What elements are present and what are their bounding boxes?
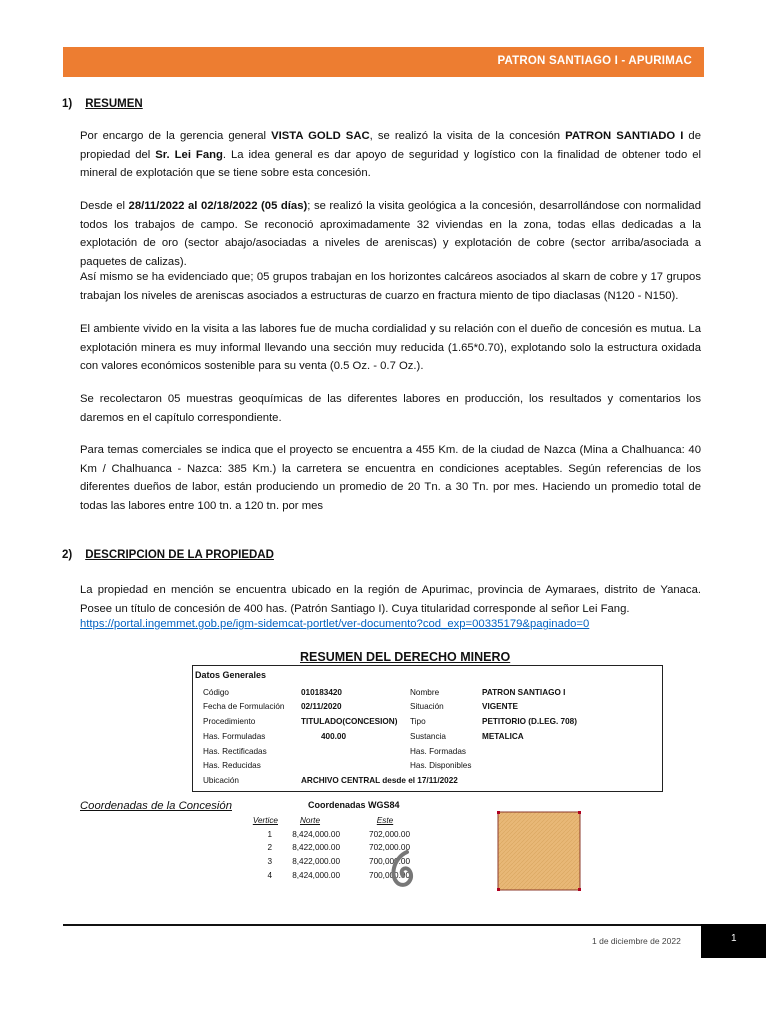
table-row: Procedimiento TITULADO(CONCESION) Tipo PETITORIO (D.LEG. 708) (203, 717, 577, 726)
vertex-marker-icon (497, 811, 500, 814)
vertex-marker-icon (578, 888, 581, 891)
table-row: Código 010183420 Nombre PATRON SANTIAGO I (203, 688, 566, 697)
table-row: Fecha de Formulación 02/11/2020 Situación VIGENTE (203, 702, 518, 711)
datos-generales-table (192, 665, 663, 792)
pen-mark-icon (385, 848, 421, 888)
section-1-title: RESUMEN (85, 98, 143, 110)
coordenadas-title: Coordenadas WGS84 (308, 800, 400, 810)
table-row: Ubicación ARCHIVO CENTRAL desde el 17/11/2022 (203, 776, 458, 785)
table-row: Has. Reducidas Has. Disponibles (203, 761, 472, 770)
table-row: Has. Formuladas 400.00 Sustancia METALICA (203, 732, 524, 741)
coordenadas-label: Coordenadas de la Concesión (80, 800, 232, 812)
section-1-heading (62, 98, 143, 110)
paragraph-4: El ambiente vivido en la visita a las labores fue de mucha cordialidad y su relación con el dueño de concesión es mutua. La explotación minera es muy informal llevando una sección muy reducida (1.65*0.70), explotando solo la estructura oxidada con valores económicos sostenible para su venta (0.5 Oz. - 0.7 Oz.). (80, 323, 701, 372)
paragraph-5: Se recolectaron 05 muestras geoquímicas de las diferentes labores en producción, los resultados y comentarios los daremos en el capítulo correspondiente. (80, 393, 701, 424)
concession-polygon (497, 811, 581, 891)
paragraph-6: Para temas comerciales se indica que el proyecto se encuentra a 455 Km. de la ciudad de Nazca (Mina a Chalhuanca: 40 Km / Chalhuanca - Nazca: 385 Km.) la carretera se encuentra en condiciones aceptables. Según referencias de los diferentes dueños de labor, están produciendo un promedio de 20 Tn. a 30 Tn. por mes. Haciendo un promedio total de todas las labores entre 100 tn. a 120 tn. por mes (80, 444, 701, 512)
property-paragraph: La propiedad en mención se encuentra ubicado en la región de Apurimac, provincia de Aymaraes, distrito de Yanaca. Posee un título de concesión de 400 has. (Patrón Santiago I). Cuya titularidad corresponde al señor Lei Fang. (80, 584, 701, 615)
vertex-marker-icon (497, 888, 500, 891)
page-number: 1 (731, 933, 737, 944)
paragraph-3: Así mismo se ha evidenciado que; 05 grupos trabajan en los horizontes calcáreos asociados al skarn de cobre y 17 grupos trabajan los niveles de areniscas asociados a estructuras de cuarzo en fractura miento de tipo diaclasas (N120 - N150). (80, 271, 701, 302)
header-bar (63, 47, 704, 77)
page-number-box (701, 924, 766, 958)
footer-divider (63, 924, 704, 926)
header-title: PATRON SANTIAGO I - APURIMAC (497, 55, 692, 67)
footer-date: 1 de diciembre de 2022 (592, 936, 681, 946)
paragraph-1: Por encargo de la gerencia general VISTA GOLD SAC, se realizó la visita de la concesión PATRON SANTIADO I de propiedad del Sr. Lei Fang. La idea general es dar apoyo de seguridad y logístico con la finalidad de obtener todo el mineral de explotación que se tiene sobre esta concesión. (80, 130, 702, 179)
ingemmet-link[interactable]: https://portal.ingemmet.gob.pe/igm-sidemcat-portlet/ver-documento?cod_exp=00335179&paginado=0 (80, 618, 590, 630)
datos-generales-heading: Datos Generales (195, 670, 267, 680)
section-2-title: DESCRIPCION DE LA PROPIEDAD (85, 549, 274, 561)
section-2-heading (62, 549, 274, 561)
paragraph-2: Desde el 28/11/2022 al 02/18/2022 (05 días); se realizó la visita geológica a la concesión, desarrollándose con normalidad todos los trabajos de campo. Se reconoció aproximadamente 32 viviendas en la zona, todas ellas dedicadas a la explotación de oro (sector abajo/asociadas a niveles de areniscas) y explotación de cobre (sector arriba/asociada a paquetes de calizas). (80, 200, 701, 268)
section-2-number: 2) (62, 549, 73, 561)
section-1-number: 1) (62, 98, 73, 110)
vertex-marker-icon (578, 811, 581, 814)
table-row: Has. Rectificadas Has. Formadas (203, 747, 466, 756)
derecho-minero-title: RESUMEN DEL DERECHO MINERO (300, 650, 511, 664)
